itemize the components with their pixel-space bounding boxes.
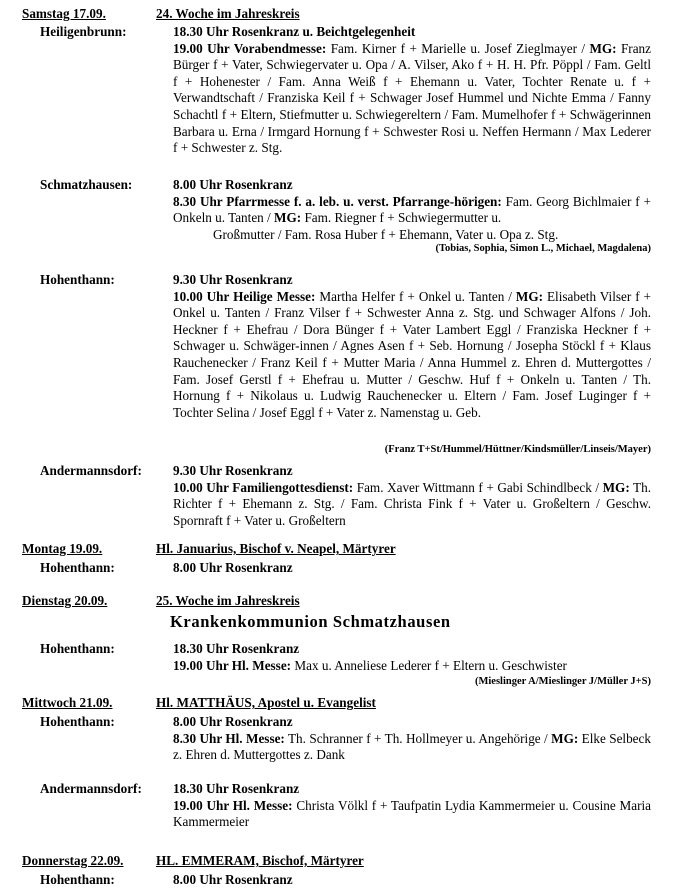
day-feast: 25. Woche im Jahreskreis [156,593,300,608]
service-helpers: (Franz T+St/Hummel/Hüttner/Kindsmüller/Linseis/Mayer) [384,444,651,455]
mass-intentions [173,41,651,157]
place-label: Hohenthann: [40,714,115,729]
service-time: 18.30 Uhr Rosenkranz [173,641,300,656]
mg-label: MG: [515,288,544,304]
mass-intentions [173,480,651,530]
place-label: Heiligenbrunn: [40,24,127,39]
service-time: 8.00 Uhr Rosenkranz [173,714,293,729]
intention-text: Franz Bürger f + Vater, Schwiegervater u. Opa / A. Vilser, Ako f + H. H. Pfr. Pöppl / Fam. Geltl f + Hohenester / Fam. Anna Weiß f + Ehemann u. Vater, Tochter Renate u. f + Verwandtschaft / Franziska Keil f + Schwager Josef Hummel und Nichte Emma / Fanny Schachtl f + Eltern, Stiefmutter u. Schwiegereltern / Fam. Mumelhofer f + Schwägerinnen Barbara u. Erna / Irmgard Hornung f + Schwester Rosi u. Neffen Hermann / Max Lederer f + Schwester z. Stg. [173,40,651,156]
service-time: 18.30 Uhr Rosenkranz u. Beichtgelegenheit [173,24,416,39]
mg-label: MG: [589,40,617,56]
day-date: Samstag 17.09. [22,6,106,21]
mass-intentions [173,798,651,831]
intention-text: Th. Schranner f + Th. Hollmeyer u. Angehörige / [284,730,552,746]
service-entry [173,641,651,674]
mg-label: MG: [274,210,302,226]
service-time: 8.00 Uhr Rosenkranz [173,872,293,887]
mass-title: 19.00 Uhr Hl. Messe: [173,797,293,813]
mass-title: 10.00 Uhr Heilige Messe: [173,288,316,304]
service-helpers: (Tobias, Sophia, Simon L., Michael, Magdalena) [435,243,651,254]
mass-intentions [173,289,651,422]
service-time: 9.30 Uhr Rosenkranz [173,463,293,478]
intention-text: Großmutter / Fam. Rosa Huber f + Ehemann, Vater u. Opa z. Stg. [213,226,559,242]
day-heading-tuesday [22,593,300,610]
day-date: Mittwoch 21.09. [22,695,113,710]
place-label: Andermannsdorf: [40,781,142,796]
mass-title: 8.30 Uhr Hl. Messe: [173,730,285,746]
service-time: 8.00 Uhr Rosenkranz [173,177,293,192]
mass-title: 19.00 Uhr Hl. Messe: [173,657,292,673]
mass-title: 10.00 Uhr Familiengottesdienst: [173,479,354,495]
day-date: Montag 19.09. [22,541,103,556]
day-heading-thursday [22,853,364,870]
place-label: Schmatzhausen: [40,177,133,192]
service-time: 8.00 Uhr Rosenkranz [173,560,293,575]
day-feast: Hl. MATTHÄUS, Apostel u. Evangelist [156,695,376,710]
mg-label: MG: [602,479,630,495]
intention-text: Fam. Georg Bichlmaier f + Onkeln u. Tanten / [173,193,651,226]
intention-text: Fam. Kirner f + Marielle u. Josef Zieglmayer / [326,40,590,56]
day-date: Donnerstag 22.09. [22,853,124,868]
service-entry [173,781,651,831]
intention-text: Max u. Anneliese Lederer f + Eltern u. Geschwister [291,657,567,673]
service-entry [173,714,651,764]
place-label: Andermannsdorf: [40,463,142,478]
intention-text: Elisabeth Vilser f + Onkel u. Tanten / Franz Vilser f + Schwester Anna z. Stg. und Schwager Alfons / Joh. Heckner f + Ehefrau / Dora Bünger f + Vater Lambert Eggl / Franziska Heckner f + Schwager u. Schwäger-innen / Agnes Asen f + Seb. Hornung / Josepha Stöckl f + Klaus Rauchenecker / Franz Keil f + Mutter Maria / Anna Hummel z. Ehren d. Muttergottes / Fam. Josef Gerstl f + Ehefrau u. Mutter / Geschw. Huf f + Onkeln u. Tanten / Th. Hornung f + Nikolaus u. Ludwig Rauchenecker u. Eltern / Fam. Josef Luginger f + Tochter Selina / Josef Eggl f + Vater z. Namenstag u. Geb. [173,288,651,420]
mg-label: MG: [551,730,579,746]
intention-text: Fam. Xaver Wittmann f + Gabi Schindlbeck / [353,479,603,495]
place-label: Hohenthann: [40,272,115,287]
day-heading-saturday [22,6,300,23]
service-entry [173,560,651,577]
service-entry [173,272,651,421]
intention-text: Christa Völkl f + Taufpatin Lydia Kammermeier u. Cousine Maria Kammermeier [173,797,651,830]
intention-text: Fam. Riegner f + Schwiegermutter u. [301,210,502,226]
service-entry [173,872,651,889]
service-entry [173,177,651,243]
mass-intentions [173,194,651,227]
intention-text: Martha Helfer f + Onkel u. Tanten / [315,288,516,304]
place-label: Hohenthann: [40,872,115,887]
service-helpers: (Mieslinger A/Mieslinger J/Müller J+S) [474,676,651,687]
place-label: Hohenthann: [40,641,115,656]
service-time: 9.30 Uhr Rosenkranz [173,272,293,287]
service-entry [173,463,651,529]
day-heading-wednesday [22,695,376,712]
day-feast: Hl. Januarius, Bischof v. Neapel, Märtyrer [156,541,396,556]
day-heading-monday [22,541,396,558]
mass-intentions [173,731,651,764]
mass-intentions [173,658,651,675]
announcement-banner: Krankenkommunion Schmatzhausen [170,612,451,631]
service-time: 18.30 Uhr Rosenkranz [173,781,300,796]
mass-title: 8.30 Uhr Pfarrmesse f. a. leb. u. verst. Pfarrange-hörigen: [173,193,502,209]
intention-text: Th. Richter f + Ehemann z. Stg. / Fam. Christa Fink f + Vater u. Großeltern / Geschw. Spornraft f + Vater u. Großeltern [173,479,652,528]
service-entry [173,24,651,157]
mass-title: 19.00 Uhr Vorabendmesse: [173,40,327,56]
day-feast: HL. EMMERAM, Bischof, Märtyrer [156,853,364,868]
day-feast: 24. Woche im Jahreskreis [156,6,300,21]
day-date: Dienstag 20.09. [22,593,108,608]
intention-text: Elke Selbeck z. Ehren d. Muttergottes z. Dank [173,730,651,763]
place-label: Hohenthann: [40,560,115,575]
